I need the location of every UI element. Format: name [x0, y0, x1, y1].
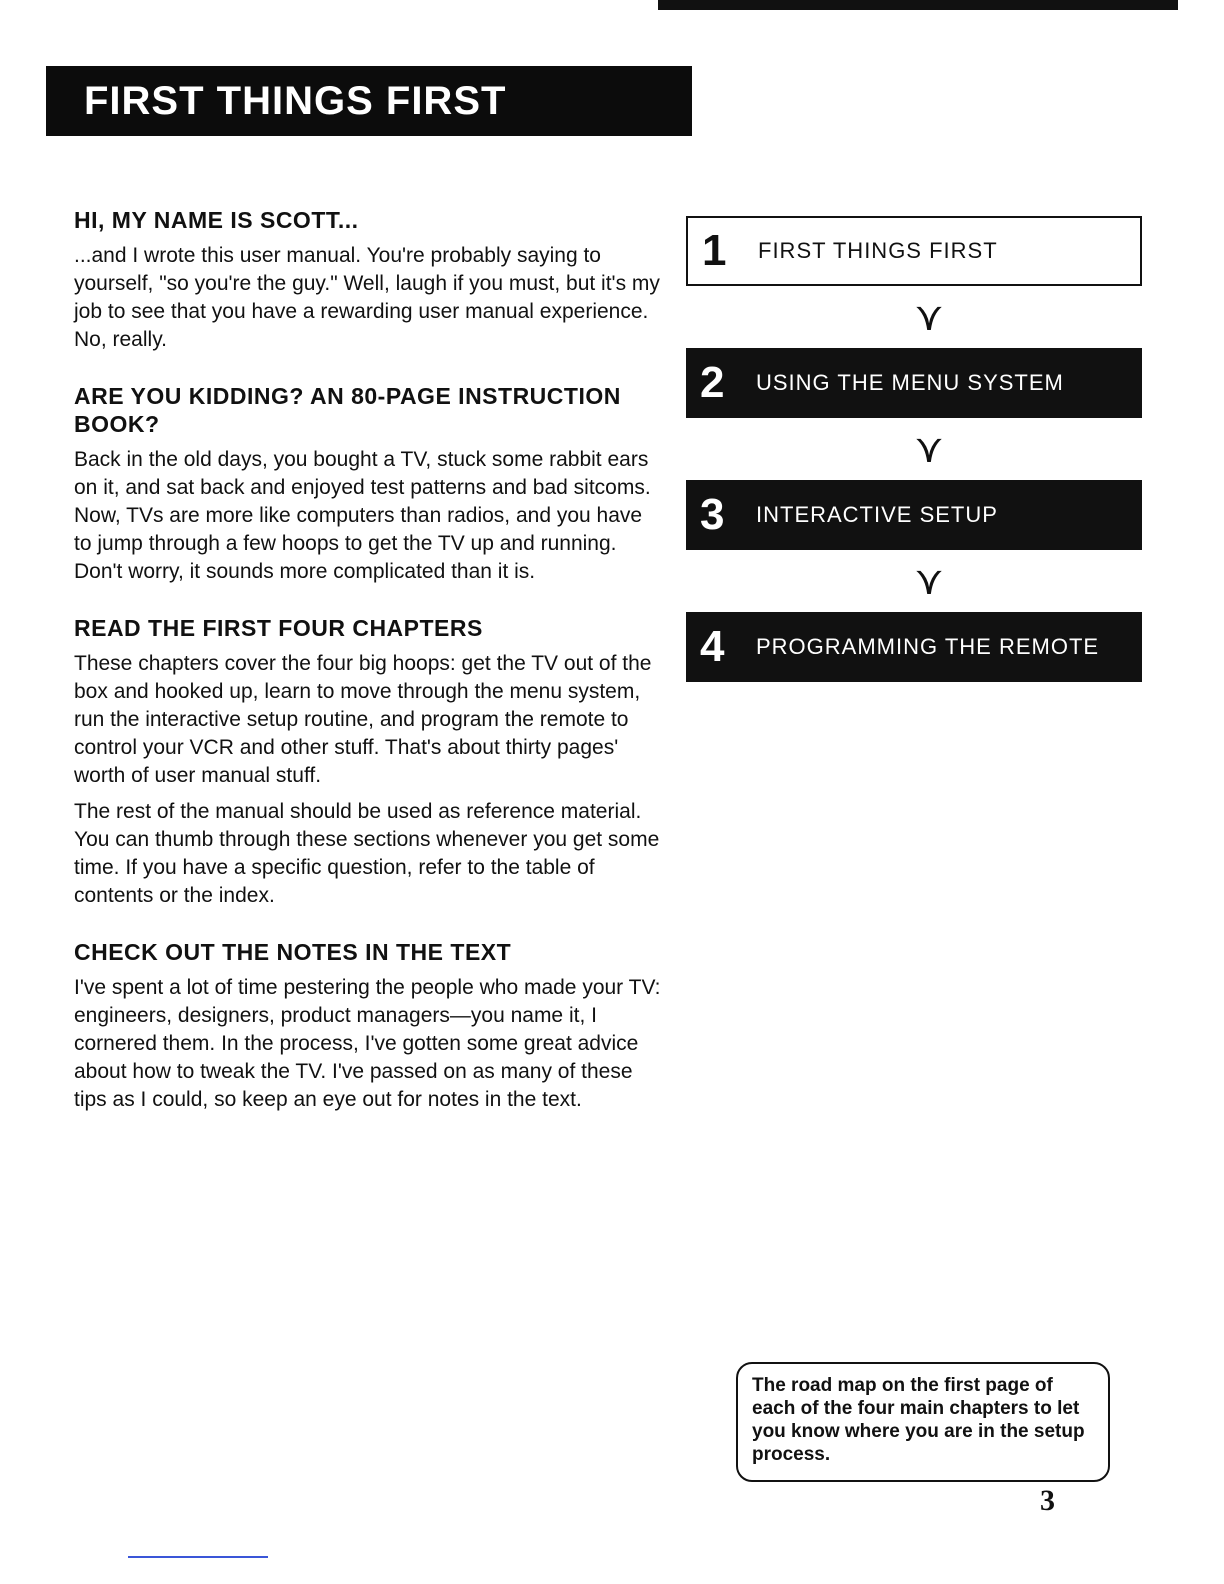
section-paragraph: The rest of the manual should be used as reference material. You can thumb through these sections whenever you get some time. If you have a specific question, refer to the table of contents or the index.	[74, 800, 660, 907]
section-notes	[74, 938, 664, 1114]
step-number: 1	[702, 226, 727, 275]
section-paragraph: ...and I wrote this user manual. You're probably saying to yourself, "so you're the guy." Well, laugh if you must, but it's my job to see that you have a rewarding user manual experience. No, really.	[74, 244, 660, 351]
roadmap-step-2	[686, 348, 1142, 418]
roadmap-step-3	[686, 480, 1142, 550]
section-heading: HI, MY NAME IS SCOTT...	[74, 207, 359, 233]
note-text: The road map on the first page of each of the four main chapters to let you know where you are in the setup process.	[752, 1375, 1085, 1465]
step-label: USING THE MENU SYSTEM	[756, 370, 1064, 395]
chapter-roadmap	[686, 216, 1142, 682]
roadmap-step-4	[686, 612, 1142, 682]
step-label: FIRST THINGS FIRST	[758, 238, 998, 263]
down-arrow-icon: ⋎	[914, 558, 944, 604]
step-label: INTERACTIVE SETUP	[756, 502, 998, 527]
step-number: 3	[700, 490, 725, 539]
section-paragraph: These chapters cover the four big hoops: get the TV out of the box and hooked up, learn to move through the menu system, run the interactive setup routine, and program the remote to control your VCR and other stuff. That's about thirty pages' worth of user manual stuff.	[74, 652, 652, 787]
page-number: 3	[1040, 1484, 1055, 1517]
chapter-title: FIRST THINGS FIRST	[84, 79, 507, 123]
section-heading: READ THE FIRST FOUR CHAPTERS	[74, 615, 483, 641]
section-paragraph: Back in the old days, you bought a TV, stuck some rabbit ears on it, and sat back and enjoyed test patterns and bad sitcoms. Now, TVs are more like computers than radios, and you have to jump through a few hoops to get the TV up and running. Don't worry, it sounds more complicated than it is.	[74, 448, 651, 583]
main-column	[74, 206, 664, 1142]
section-heading: CHECK OUT THE NOTES IN THE TEXT	[74, 939, 512, 965]
bottom-rule	[128, 1556, 268, 1558]
top-rule	[658, 0, 1178, 10]
section-heading: ARE YOU KIDDING? AN 80-PAGE INSTRUCTION BOOK?	[74, 383, 621, 437]
down-arrow-icon: ⋎	[914, 294, 944, 340]
roadmap-step-1	[686, 216, 1142, 286]
step-number: 2	[700, 358, 725, 407]
margin-note	[736, 1362, 1110, 1482]
section-intro	[74, 206, 664, 354]
chapter-banner	[46, 66, 692, 136]
step-number: 4	[700, 622, 725, 671]
section-instruction-book	[74, 382, 664, 586]
section-first-four-chapters	[74, 614, 664, 910]
step-label: PROGRAMMING THE REMOTE	[756, 634, 1100, 659]
down-arrow-icon: ⋎	[914, 426, 944, 472]
section-paragraph: I've spent a lot of time pestering the people who made your TV: engineers, designers, product managers—you name it, I cornered them. In the process, I've gotten some great advice about how to tweak the TV. I've passed on as many of these tips as I could, so keep an eye out for notes in the text.	[74, 976, 661, 1111]
